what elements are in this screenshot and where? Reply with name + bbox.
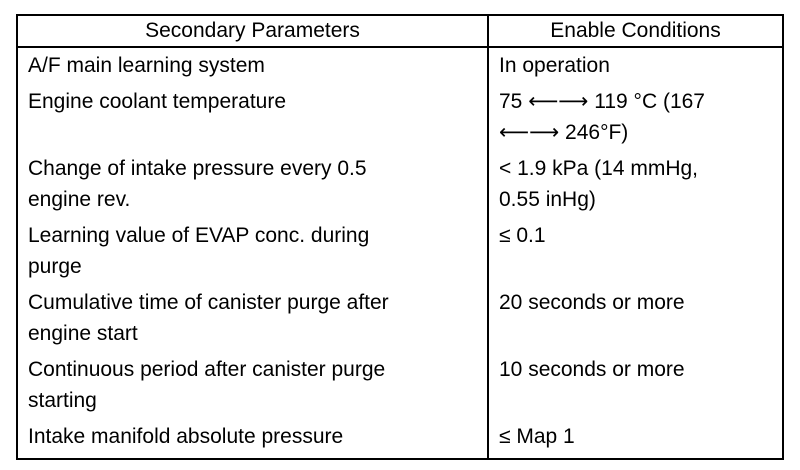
table-row	[17, 352, 783, 419]
table-header-row	[17, 15, 783, 47]
parameter-cell: Continuous period after canister purge starting	[17, 352, 488, 419]
header-enable-conditions: Enable Conditions	[488, 15, 783, 47]
condition-cell: 10 seconds or more	[499, 358, 685, 381]
parameter-cell: Learning value of EVAP conc. during purge	[17, 218, 488, 285]
enable-conditions-table	[16, 14, 784, 460]
table-row	[17, 285, 783, 352]
condition-cell: 20 seconds or more	[499, 291, 685, 314]
table-row	[17, 47, 783, 84]
table-row	[17, 218, 783, 285]
table-row	[17, 419, 783, 459]
parameter-cell: Change of intake pressure every 0.5 engine rev.	[17, 151, 488, 218]
condition-cell: ≤ 0.1	[499, 224, 546, 247]
parameter-cell: Engine coolant temperature	[17, 84, 488, 151]
table-row	[17, 151, 783, 218]
parameter-cell: Intake manifold absolute pressure	[17, 419, 488, 459]
condition-cell: 75 ⟵⟶ 119 °C (167 ⟵⟶ 246°F)	[499, 90, 705, 144]
condition-cell: In operation	[499, 54, 610, 77]
table-row	[17, 84, 783, 151]
condition-cell: ≤ Map 1	[499, 425, 575, 448]
parameter-cell: Cumulative time of canister purge after engine start	[17, 285, 488, 352]
parameter-cell: A/F main learning system	[17, 47, 488, 84]
condition-cell: < 1.9 kPa (14 mmHg, 0.55 inHg)	[499, 157, 698, 211]
header-secondary-parameters: Secondary Parameters	[17, 15, 488, 47]
